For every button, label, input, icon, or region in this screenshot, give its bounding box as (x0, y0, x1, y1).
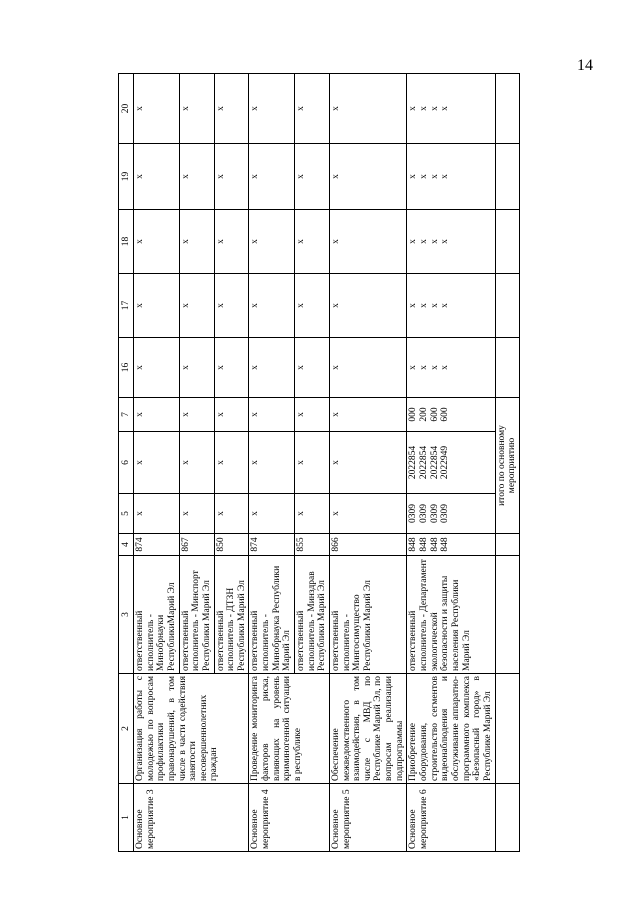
cell-c20: x (295, 74, 330, 144)
empty-cell (495, 210, 519, 274)
measure-name: Проведение мониторинга факторов риска, влияющих на уровень криминогенной ситуации в республике (249, 674, 330, 784)
value-line: x (440, 365, 451, 370)
cell-c7: x (134, 398, 180, 432)
empty-cell (495, 784, 519, 852)
value-line: 848 (419, 537, 430, 552)
cell-c7: x (329, 398, 407, 432)
cell-c17: x (214, 274, 249, 338)
cell-c20: x (134, 74, 180, 144)
cell-c5: x (249, 494, 295, 534)
cell-c16: x (134, 338, 180, 398)
empty-cell (495, 674, 519, 784)
cell-c16: x (329, 338, 407, 398)
executor-cell: ответственный исполнитель - Мингосимущество Республики Марий Эл (329, 556, 407, 674)
subtotal-note: итого по основному мероприятию (495, 398, 519, 534)
cell-c18: x (179, 210, 214, 274)
executor-cell: ответственный исполнитель - Минобрнауки РеспубликиМарий Эл (134, 556, 180, 674)
cell-c20: x (249, 74, 295, 144)
cell-c7: x (179, 398, 214, 432)
value-line: 848 (429, 537, 440, 552)
cell-c17: x (134, 274, 180, 338)
col-header: 5 (119, 494, 134, 534)
value-line: 0309 (429, 504, 440, 523)
value-line: 2022854 (419, 445, 430, 480)
executor-cell: ответственный исполнитель - ДТЗН Республики Марий Эл (214, 556, 249, 674)
value-line: x (440, 239, 451, 244)
value-line: 0309 (419, 504, 430, 523)
cell-c18: x (249, 210, 295, 274)
cell-c19: x (295, 144, 330, 210)
cell-c4: 855 (295, 534, 330, 556)
value-line: x (429, 106, 440, 111)
col-header: 17 (119, 274, 134, 338)
cell-c18: x (134, 210, 180, 274)
empty-cell (495, 144, 519, 210)
cell-c5 (407, 494, 495, 534)
cell-c6: x (134, 432, 180, 494)
cell-c7: x (249, 398, 295, 432)
value-line: x (419, 239, 430, 244)
cell-c4 (407, 534, 495, 556)
col-header: 20 (119, 74, 134, 144)
cell-c16: x (295, 338, 330, 398)
measure-id: Основное мероприятие 4 (249, 784, 330, 852)
cell-c18: x (295, 210, 330, 274)
cell-c6: x (249, 432, 295, 494)
measure-name: Обеспечение межведомственного взаимодействия, в том числе с МВД по Республике Марий Эл, по вопросам реализации подпрограммы (329, 674, 407, 784)
cell-c5: x (214, 494, 249, 534)
empty-cell (495, 74, 519, 144)
value-line: x (440, 303, 451, 308)
col-header: 3 (119, 556, 134, 674)
table-row (407, 74, 495, 852)
cell-c16 (407, 338, 495, 398)
value-line: 2022854 (429, 445, 440, 480)
measure-id: Основное мероприятие 3 (134, 784, 249, 852)
empty-cell (495, 556, 519, 674)
cell-c6: x (295, 432, 330, 494)
executor-cell: ответственный исполнитель - Минздрав Республики Марий Эл (295, 556, 330, 674)
cell-c4: 866 (329, 534, 407, 556)
page-number: 14 (577, 57, 593, 74)
value-line: x (419, 303, 430, 308)
value-line: x (419, 365, 430, 370)
header-row (119, 74, 134, 852)
value-line: 600 (429, 407, 440, 422)
value-line: x (408, 174, 419, 179)
cell-c4: 874 (249, 534, 295, 556)
value-line: x (429, 365, 440, 370)
value-line: 848 (440, 537, 451, 552)
col-header: 7 (119, 398, 134, 432)
rotated-table-wrapper (118, 74, 520, 852)
empty-cell (495, 534, 519, 556)
cell-c17: x (179, 274, 214, 338)
cell-c7 (407, 398, 495, 432)
executor-cell: ответственный исполнитель - Минобрнаука Республики Марий Эл (249, 556, 295, 674)
executor-cell: ответственный исполнитель - Департамент экологической безопасности и защиты населения Республики Марий Эл (407, 556, 495, 674)
table-row (329, 74, 407, 852)
col-header: 4 (119, 534, 134, 556)
cell-c19 (407, 144, 495, 210)
table-row (134, 74, 180, 852)
col-header: 18 (119, 210, 134, 274)
value-line: x (429, 303, 440, 308)
cell-c5: x (329, 494, 407, 534)
cell-c6: x (179, 432, 214, 494)
cell-c19: x (179, 144, 214, 210)
cell-c20: x (329, 74, 407, 144)
col-header: 19 (119, 144, 134, 210)
value-line: 0309 (408, 504, 419, 523)
cell-c6: x (329, 432, 407, 494)
col-header: 6 (119, 432, 134, 494)
value-line: x (440, 174, 451, 179)
cell-c7: x (214, 398, 249, 432)
cell-c5: x (295, 494, 330, 534)
cell-c7: x (295, 398, 330, 432)
measure-id: Основное мероприятие 5 (329, 784, 407, 852)
value-line: 2022949 (440, 445, 451, 480)
empty-cell (495, 338, 519, 398)
value-line: 200 (419, 407, 430, 422)
cell-c6 (407, 432, 495, 494)
value-line: 2022854 (408, 445, 419, 480)
value-line: x (429, 174, 440, 179)
measures-table (118, 73, 520, 852)
value-line: 0309 (440, 504, 451, 523)
cell-c18 (407, 210, 495, 274)
cell-c5: x (134, 494, 180, 534)
cell-c5: x (179, 494, 214, 534)
cell-c19: x (329, 144, 407, 210)
cell-c16: x (214, 338, 249, 398)
value-line: 600 (440, 407, 451, 422)
table-row (495, 74, 519, 852)
empty-cell (495, 274, 519, 338)
measure-name: Организация работы с молодежью по вопросам профилактики правонарушений, в том числе в части содействия занятости несовершеннолетних граждан (134, 674, 249, 784)
cell-c18: x (214, 210, 249, 274)
value-line: x (408, 239, 419, 244)
col-header: 2 (119, 674, 134, 784)
cell-c4: 867 (179, 534, 214, 556)
cell-c19: x (134, 144, 180, 210)
value-line: 848 (408, 537, 419, 552)
cell-c17: x (249, 274, 295, 338)
table-row (249, 74, 295, 852)
col-header: 1 (119, 784, 134, 852)
executor-cell: ответственный исполнитель - Минспорт Республики Марий Эл (179, 556, 214, 674)
cell-c19: x (249, 144, 295, 210)
value-line: x (419, 106, 430, 111)
value-line: x (440, 106, 451, 111)
value-line: x (429, 239, 440, 244)
cell-c20: x (179, 74, 214, 144)
cell-c18: x (329, 210, 407, 274)
cell-c20 (407, 74, 495, 144)
value-line: x (408, 106, 419, 111)
col-header: 16 (119, 338, 134, 398)
cell-c16: x (249, 338, 295, 398)
cell-c4: 850 (214, 534, 249, 556)
cell-c4: 874 (134, 534, 180, 556)
measure-id: Основное мероприятие 6 (407, 784, 495, 852)
value-line: x (408, 365, 419, 370)
cell-c6: x (214, 432, 249, 494)
cell-c16: x (179, 338, 214, 398)
cell-c17 (407, 274, 495, 338)
cell-c20: x (214, 74, 249, 144)
measure-name: Приобретение оборудования, строительство сегментов видеонаблюдения и обслуживание аппаратно-программного комплекса «Безопасный город» в Республике Марий Эл (407, 674, 495, 784)
cell-c17: x (329, 274, 407, 338)
value-line: x (419, 174, 430, 179)
value-line: 000 (408, 407, 419, 422)
value-line: x (408, 303, 419, 308)
cell-c19: x (214, 144, 249, 210)
cell-c17: x (295, 274, 330, 338)
